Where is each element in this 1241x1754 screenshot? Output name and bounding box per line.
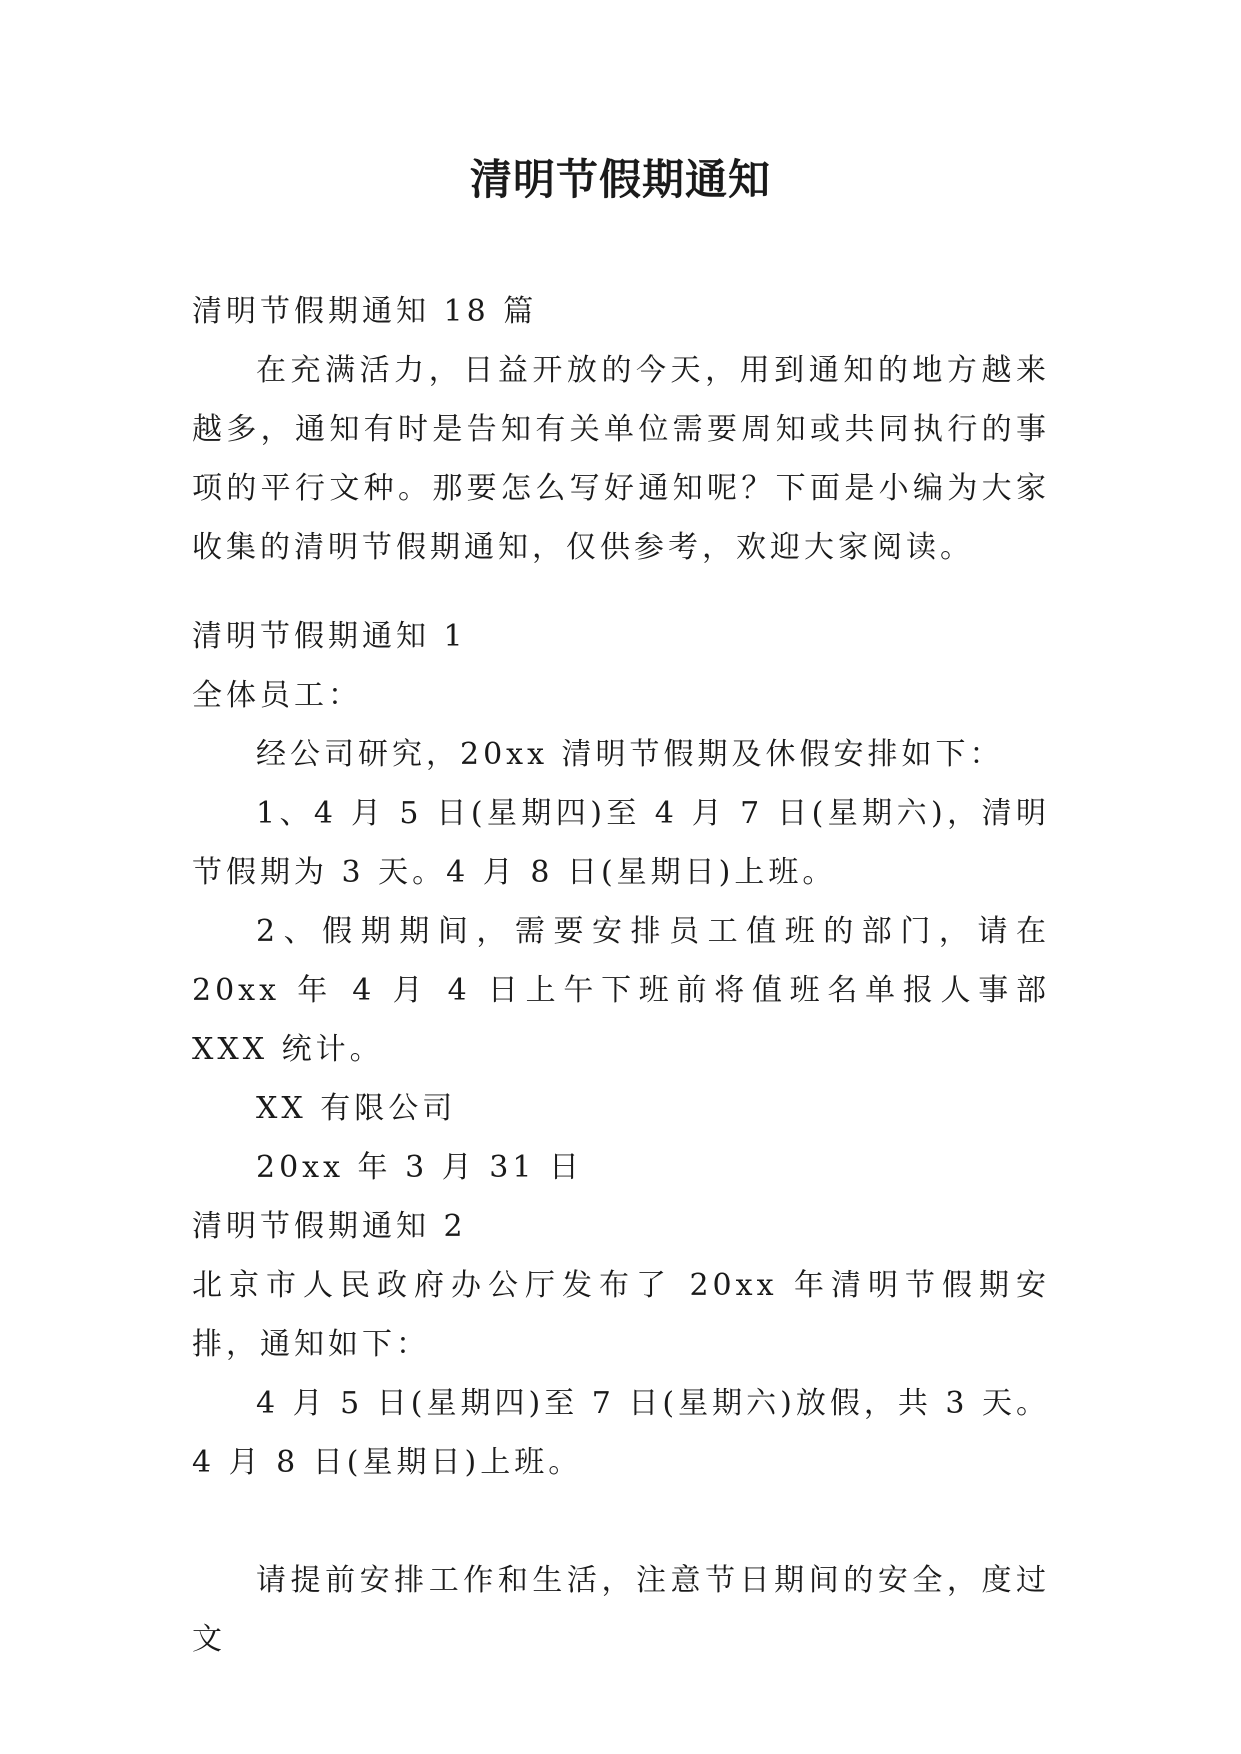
section-2-paragraph-3: 请提前安排工作和生活，注意节日期间的安全，度过文 bbox=[192, 1563, 1050, 1657]
section-1-paragraph-1: 经公司研究，20xx 清明节假期及休假安排如下： bbox=[256, 737, 1004, 772]
section-2-heading: 清明节假期通知 2 bbox=[192, 1209, 467, 1244]
section-2-paragraph-2: 4 月 5 日(星期四)至 7 日(星期六)放假，共 3 天。4 月 8 日(星期日)上班。 bbox=[192, 1386, 1050, 1480]
section-1-paragraph-3: 2、假期期间，需要安排员工值班的部门，请在 20xx 年 4 月 4 日上午下班前将值班名单报人事部 XXX 统计。 bbox=[192, 914, 1050, 1067]
section-1-paragraph-2: 1、4 月 5 日(星期四)至 4 月 7 日(星期六)，清明节假期为 3 天。4 月 8 日(星期日)上班。 bbox=[192, 796, 1050, 890]
section-1-company: XX 有限公司 bbox=[256, 1091, 457, 1126]
section-1-salutation: 全体员工： bbox=[192, 678, 362, 713]
section-2-paragraph-1: 北京市人民政府办公厅发布了 20xx 年清明节假期安排，通知如下： bbox=[192, 1268, 1050, 1362]
document-body bbox=[192, 282, 1050, 1669]
intro-paragraph: 在充满活力，日益开放的今天，用到通知的地方越来越多，通知有时是告知有关单位需要周知或共同执行的事项的平行文种。那要怎么写好通知呢？下面是小编为大家收集的清明节假期通知，仅供参考，欢迎大家阅读。 bbox=[192, 353, 1050, 565]
document-title: 清明节假期通知 bbox=[469, 155, 771, 204]
section-1-heading: 清明节假期通知 1 bbox=[192, 619, 467, 654]
subtitle: 清明节假期通知 18 篇 bbox=[192, 294, 538, 329]
section-1-date: 20xx 年 3 月 31 日 bbox=[256, 1150, 583, 1185]
